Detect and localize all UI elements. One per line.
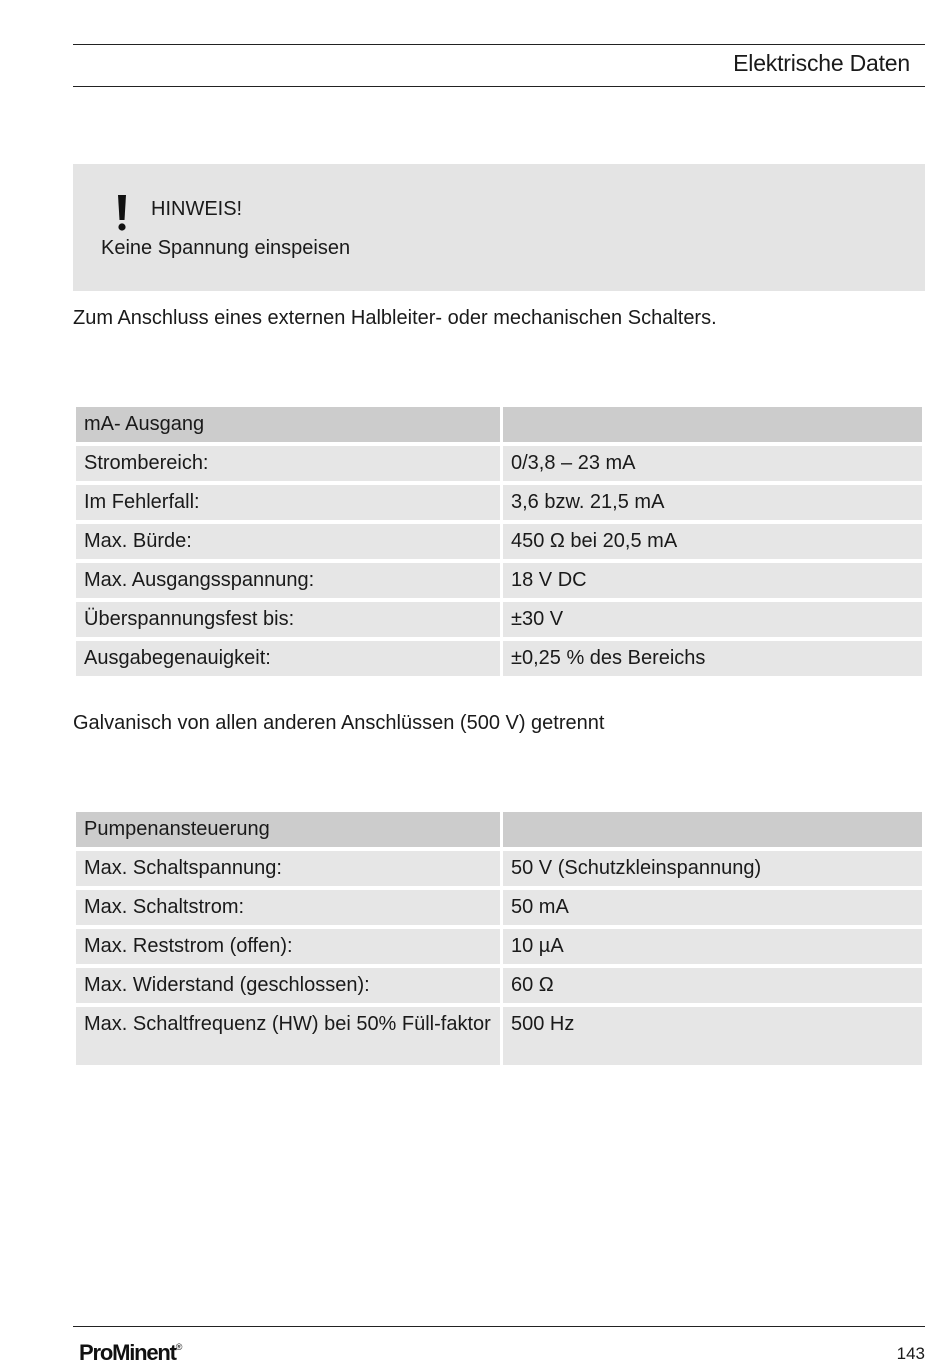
row-label: Ausgabegenauigkeit:: [76, 641, 500, 676]
row-value: 10 µA: [503, 929, 922, 964]
table-row: [76, 968, 922, 1003]
row-label: Im Fehlerfall:: [76, 485, 500, 520]
footer-rule: [73, 1326, 925, 1327]
isolation-paragraph: Galvanisch von allen anderen Anschlüssen (500 V) getrennt: [73, 712, 605, 734]
row-value: 60 Ω: [503, 968, 922, 1003]
row-value: 0/3,8 – 23 mA: [503, 446, 922, 481]
notice-box: [73, 164, 925, 291]
row-label: Max. Bürde:: [76, 524, 500, 559]
exclamation-icon: [112, 193, 132, 233]
table-row: [76, 1007, 922, 1065]
notice-title: HINWEIS!: [151, 198, 243, 220]
prominent-logo: [79, 1340, 182, 1366]
table-row: [76, 446, 922, 481]
row-value: 450 Ω bei 20,5 mA: [503, 524, 922, 559]
table-row: [76, 485, 922, 520]
page-number: 143: [896, 1344, 925, 1363]
row-value: 50 mA: [503, 890, 922, 925]
row-value: 500 Hz: [503, 1007, 922, 1065]
page-title: Elektrische Daten: [733, 50, 910, 76]
intro-paragraph: Zum Anschluss eines externen Halbleiter- oder mechanischen Schalters.: [73, 307, 717, 329]
row-value: 50 V (Schutzkleinspannung): [503, 851, 922, 886]
pump-control-table: [73, 808, 925, 1069]
header-rule-top: [73, 44, 925, 45]
row-label: Max. Schaltfrequenz (HW) bei 50% Füll-faktor: [76, 1007, 500, 1065]
row-label: Max. Widerstand (geschlossen):: [76, 968, 500, 1003]
ma-output-table: [73, 403, 925, 680]
row-label: Strombereich:: [76, 446, 500, 481]
row-label: Max. Reststrom (offen):: [76, 929, 500, 964]
table-row: [76, 929, 922, 964]
notice-text: Keine Spannung einspeisen: [101, 237, 351, 259]
logo-text: ProMinent: [79, 1340, 176, 1365]
row-label: Max. Schaltspannung:: [76, 851, 500, 886]
table-header-cell: Pumpenansteuerung: [76, 812, 500, 847]
table-header-row: [76, 812, 922, 847]
table-row: [76, 641, 922, 676]
row-label: Überspannungsfest bis:: [76, 602, 500, 637]
table-header-cell-empty: [503, 407, 922, 442]
row-value: 3,6 bzw. 21,5 mA: [503, 485, 922, 520]
row-label: Max. Schaltstrom:: [76, 890, 500, 925]
table-row: [76, 851, 922, 886]
table-header-cell: mA- Ausgang: [76, 407, 500, 442]
logo-registered-mark: ®: [175, 1342, 183, 1352]
table-row: [76, 890, 922, 925]
table-row: [76, 524, 922, 559]
table-row: [76, 563, 922, 598]
row-value: 18 V DC: [503, 563, 922, 598]
header-rule-bottom: [73, 86, 925, 87]
row-value: ±30 V: [503, 602, 922, 637]
row-label: Max. Ausgangsspannung:: [76, 563, 500, 598]
table-header-row: [76, 407, 922, 442]
table-header-cell-empty: [503, 812, 922, 847]
table-row: [76, 602, 922, 637]
row-value: ±0,25 % des Bereichs: [503, 641, 922, 676]
